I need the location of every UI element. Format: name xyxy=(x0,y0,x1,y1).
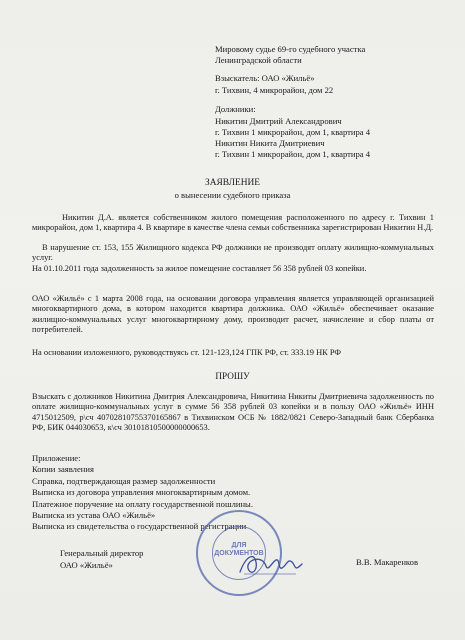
paragraph-ownership: Никитин Д.А. является собственником жилого помещения расположенного по адресу г. Тихвин 1 микрорайон, дом 1, квартира 4. В квартире в качестве члена семьи собственника зарегистрирован Никитин Н.Д. xyxy=(32,213,434,233)
document-subtitle: о вынесении судебного приказа xyxy=(174,190,291,200)
signature xyxy=(236,548,306,580)
paragraph-management: ОАО «Жильё» с 1 марта 2008 года, на основании договора управления является управляющей организацией многоквартирного дома, в котором находится квартира должника. ОАО «Жильё» обеспечивает оказание жилищно-коммунальных услуг многоквартирному дому, производит расчет, начисление и сбор платы от потребителей. xyxy=(32,294,434,335)
attachment-item: Справка, подтверждающая размер задолженности xyxy=(32,476,216,486)
debtor1-name: Никитин Дмитрий Александрович xyxy=(215,116,342,126)
attachments-label: Приложение: xyxy=(32,453,81,463)
paragraph-request: Взыскать с должников Никитина Дмитрия Александровича, Никитина Никиты Дмитриевича задолженность по оплате жилищно-коммунальных услуг в сумме 56 358 рублей 03 копейки и в пользу ОАО «Жильё» ИНН 4715012509, р\сч 40702810755370165867 в Тихвинском ОСБ № 1882/0821 Северо-Западный банк Сбербанка РФ, БИК 044030653, к\сч 30101810500000000653. xyxy=(32,392,434,433)
attachment-item: Платежное поручение на оплату государственной пошлины. xyxy=(32,499,253,509)
signer-position: Генеральный директор xyxy=(60,548,144,558)
stamp-text-line-1: ДЛЯ xyxy=(231,542,247,549)
paragraph-debt: На 01.10.2011 года задолженность за жилое помещение составляет 56 358 рублей 03 копейки. xyxy=(32,264,367,273)
request-title: ПРОШУ xyxy=(215,371,250,381)
debtor2-address: г. Тихвин 1 микрорайон, дом 1, квартира 4 xyxy=(215,149,371,159)
debtor2-name: Никитин Никита Дмитриевич xyxy=(215,138,325,148)
paragraph-violation: В нарушение ст. 153, 155 Жилищного кодекса РФ должники не производят оплату жилищно-коммунальных услуг. xyxy=(32,243,434,263)
claimant-line-1: Взыскатель: ОАО «Жильё» xyxy=(215,73,315,83)
stamp-text-line-2: ДОКУМЕНТОВ xyxy=(214,550,264,557)
debtor1-address: г. Тихвин 1 микрорайон, дом 1, квартира 4 xyxy=(215,127,371,137)
attachment-item: Копии заявления xyxy=(32,464,94,474)
signer-name: В.В. Макаренков xyxy=(356,557,419,567)
signer-organization: ОАО «Жильё» xyxy=(60,560,113,570)
claimant-line-2: г. Тихвин, 4 микрорайон, дом 22 xyxy=(215,85,334,95)
attachment-item: Выписка из свидетельства о государственной регистрации xyxy=(32,521,247,531)
attachment-item: Выписка из договора управления многоквартирным домом. xyxy=(32,487,251,497)
document-title: ЗАЯВЛЕНИЕ xyxy=(205,178,260,188)
addressee-line-1: Мировому судье 69-го судебного участка xyxy=(215,44,366,54)
paragraph-legal-basis: На основании изложенного, руководствуясь ст. 121-123,124 ГПК РФ, ст. 333.19 НК РФ xyxy=(32,348,341,357)
addressee-line-2: Ленинградской области xyxy=(215,55,302,65)
attachment-item: Выписка из устава ОАО «Жильё» xyxy=(32,510,156,520)
debtors-label: Должники: xyxy=(215,104,256,114)
